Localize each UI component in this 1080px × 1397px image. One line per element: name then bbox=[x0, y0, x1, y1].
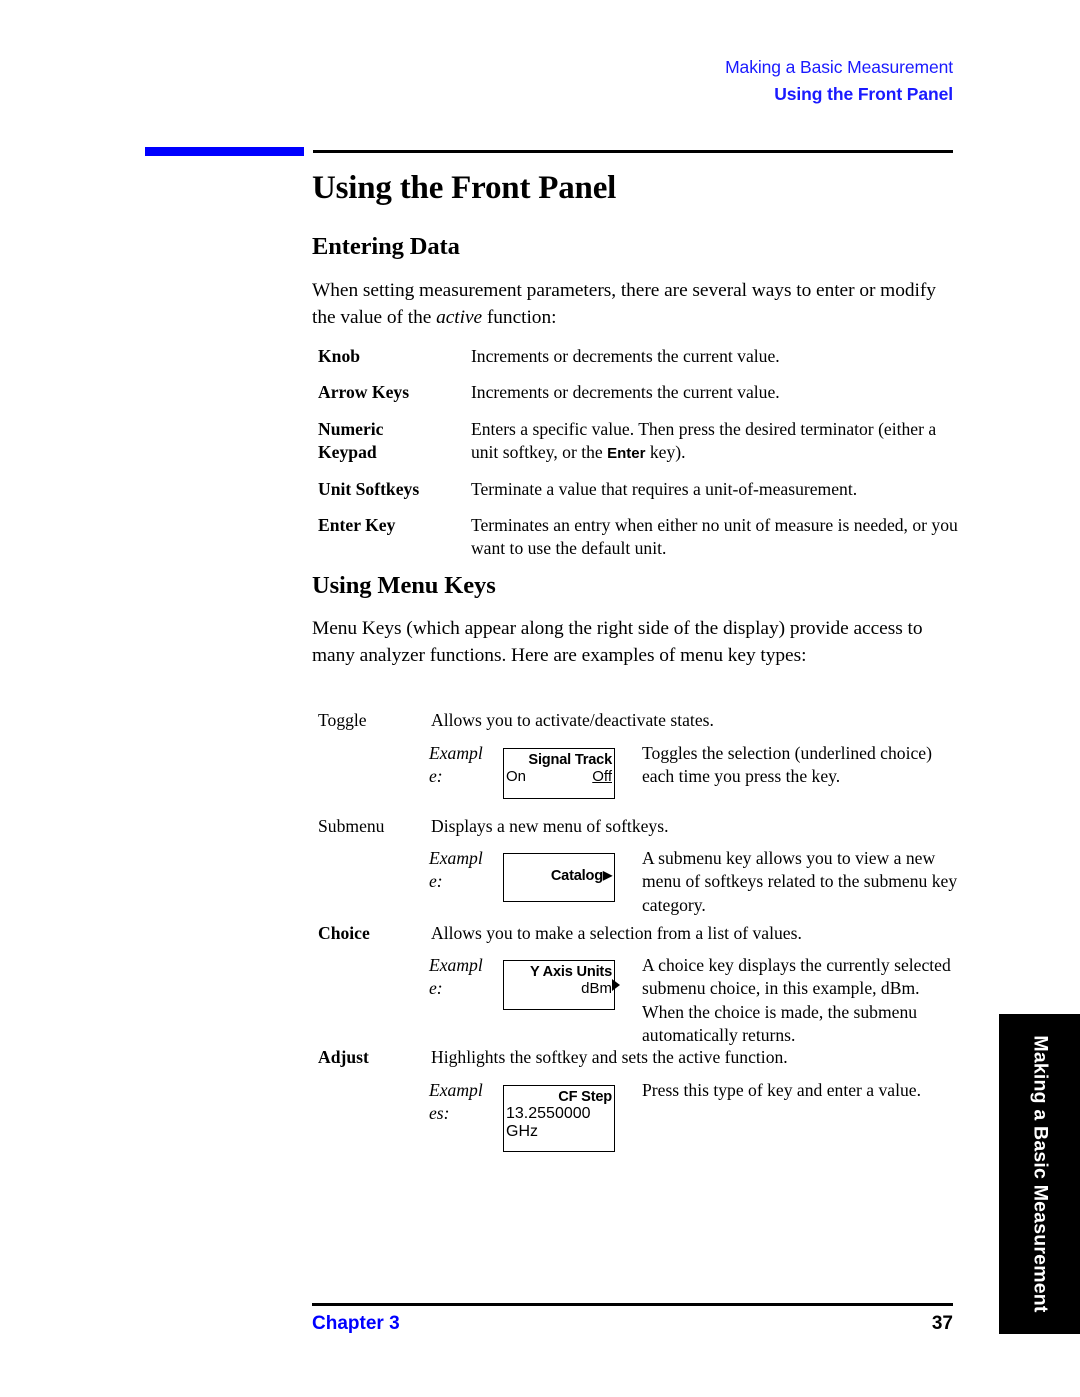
section-heading-entering-data: Entering Data bbox=[312, 233, 460, 260]
example-label-line2: e: bbox=[429, 978, 443, 999]
desc-enter-key: Terminates an entry when either no unit of measure is needed, or you want to use the default unit. bbox=[470, 514, 958, 559]
intro-text-part2: function: bbox=[482, 306, 557, 328]
example-desc-toggle: Toggles the selection (underlined choice) each time you press the key. bbox=[642, 743, 932, 787]
entering-data-term-table bbox=[318, 345, 958, 574]
menu-key-desc-adjust: Highlights the softkey and sets the active function. bbox=[431, 1047, 788, 1067]
softkey-option-on[interactable]: On bbox=[506, 768, 527, 785]
desc-numeric-part1: Enters a specific value. Then press the desired terminator (either a unit softkey, or the bbox=[470, 418, 937, 463]
running-header-line2: Using the Front Panel bbox=[774, 83, 953, 104]
example-label-choice bbox=[429, 954, 481, 1001]
table-row bbox=[318, 514, 958, 574]
example-label-line1: Exampl bbox=[429, 955, 483, 975]
softkey-cf-step[interactable] bbox=[503, 1085, 615, 1152]
softkey-title-catalog-text: Catalog bbox=[550, 868, 603, 884]
term-numeric-line2: Keypad bbox=[318, 442, 377, 463]
using-menu-keys-intro: Menu Keys (which appear along the right side of the display) provide access to many analyzer functions. Here are examples of menu key types: bbox=[312, 618, 923, 666]
softkey-title-y-axis-units: Y Axis Units bbox=[530, 964, 612, 980]
softkey-catalog[interactable] bbox=[503, 853, 615, 902]
term-unit-softkeys: Unit Softkeys bbox=[318, 478, 420, 499]
entering-data-intro bbox=[312, 278, 960, 332]
softkey-title-signal-track: Signal Track bbox=[528, 752, 612, 768]
table-row bbox=[318, 345, 958, 381]
menu-key-term-choice: Choice bbox=[318, 923, 370, 943]
softkey-spacer-top bbox=[504, 854, 614, 868]
footer-chapter: Chapter 3 bbox=[312, 1313, 400, 1334]
softkey-value-dbm: dBm bbox=[581, 980, 612, 997]
menu-key-desc-submenu: Displays a new menu of softkeys. bbox=[431, 816, 669, 836]
softkey-value-cf-step: 13.2550000 GHz bbox=[506, 1105, 591, 1140]
softkey-spacer-bottom bbox=[504, 884, 614, 901]
title-horizontal-rule bbox=[313, 150, 953, 153]
example-label-line2: e: bbox=[429, 871, 443, 892]
table-row bbox=[318, 418, 958, 478]
example-label-line2: es: bbox=[429, 1103, 450, 1124]
example-desc-choice: A choice key displays the currently selected submenu choice, in this example, dBm. When the choice is made, the submenu automatically returns. bbox=[642, 955, 951, 1046]
desc-numeric-part2: key). bbox=[645, 442, 686, 463]
intro-text-italic: active bbox=[436, 306, 483, 328]
chapter-side-tab-label: Making a Basic Measurement bbox=[1029, 1035, 1051, 1313]
example-label-line1: Exampl bbox=[429, 743, 483, 763]
softkey-option-off[interactable] bbox=[592, 768, 612, 785]
example-desc-adjust: Press this type of key and enter a value. bbox=[642, 1080, 921, 1100]
running-header bbox=[725, 54, 953, 107]
submenu-arrow-icon: ▶ bbox=[602, 868, 612, 882]
desc-knob: Increments or decrements the current value. bbox=[470, 346, 780, 366]
page-title: Using the Front Panel bbox=[312, 170, 617, 206]
footer-rule bbox=[312, 1303, 953, 1306]
footer-page-number: 37 bbox=[931, 1313, 953, 1334]
table-row bbox=[318, 478, 958, 514]
softkey-option-off-underline: Off bbox=[592, 768, 612, 785]
running-header-line1: Making a Basic Measurement bbox=[725, 57, 953, 77]
menu-key-desc-choice: Allows you to make a selection from a list of values. bbox=[431, 923, 802, 943]
softkey-spacer bbox=[504, 1141, 614, 1151]
term-enter-key: Enter Key bbox=[318, 514, 396, 535]
menu-key-term-submenu: Submenu bbox=[318, 816, 385, 836]
desc-unit-softkeys: Terminate a value that requires a unit-of-measurement. bbox=[470, 478, 858, 499]
term-knob: Knob bbox=[318, 346, 361, 366]
menu-key-desc-toggle: Allows you to activate/deactivate states. bbox=[431, 710, 714, 730]
chapter-side-tab bbox=[999, 1014, 1080, 1334]
menu-key-term-toggle: Toggle bbox=[318, 710, 367, 730]
table-row bbox=[318, 381, 958, 417]
softkey-title-catalog bbox=[504, 868, 614, 884]
term-arrow-keys: Arrow Keys bbox=[318, 382, 410, 403]
desc-arrow-keys: Increments or decrements the current value. bbox=[470, 382, 780, 403]
term-numeric-keypad bbox=[318, 418, 471, 478]
menu-key-term-adjust: Adjust bbox=[318, 1047, 369, 1067]
softkey-signal-track[interactable] bbox=[503, 748, 615, 799]
softkey-title-cf-step: CF Step bbox=[558, 1089, 612, 1105]
desc-numeric-keypad bbox=[471, 418, 958, 478]
softkey-spacer bbox=[504, 785, 614, 798]
enter-keycap: Enter bbox=[607, 445, 646, 463]
choice-arrow-icon bbox=[612, 979, 620, 991]
term-numeric-line1: Numeric bbox=[318, 418, 384, 439]
example-label-line1: Exampl bbox=[429, 1080, 483, 1100]
title-accent-bar bbox=[145, 147, 304, 156]
example-label-submenu bbox=[429, 847, 481, 894]
softkey-y-axis-units[interactable] bbox=[503, 960, 615, 1010]
softkey-toggle-options bbox=[504, 768, 614, 785]
example-label-adjust bbox=[429, 1079, 481, 1126]
example-label-toggle bbox=[429, 742, 481, 789]
example-label-line2: e: bbox=[429, 766, 443, 787]
example-desc-submenu: A submenu key allows you to view a new menu of softkeys related to the submenu key category. bbox=[642, 848, 958, 915]
intro-text-part1: When setting measurement parameters, there are several ways to enter or modify the value of the bbox=[312, 280, 936, 328]
section-heading-using-menu-keys: Using Menu Keys bbox=[312, 572, 496, 599]
example-label-line1: Exampl bbox=[429, 848, 483, 868]
softkey-spacer bbox=[504, 997, 614, 1009]
